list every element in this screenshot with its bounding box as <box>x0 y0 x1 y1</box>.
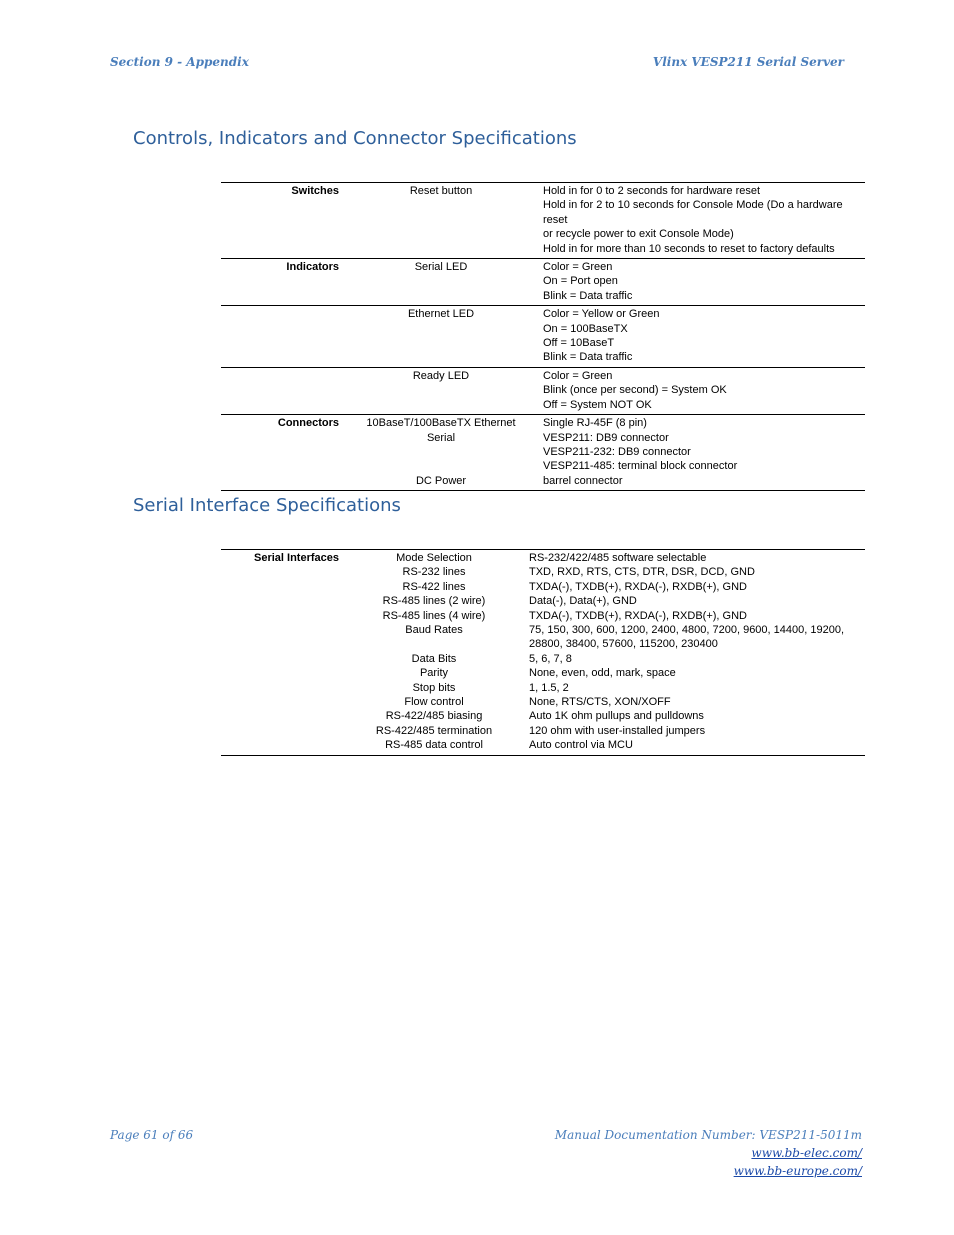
spec-item: RS-485 lines (4 wire) <box>382 609 486 622</box>
spec-item: Ready LED <box>412 369 470 382</box>
spec-desc-cell <box>529 580 865 594</box>
spec-desc: Blink = Data traffic <box>543 351 633 364</box>
spec-row <box>221 415 865 491</box>
spec-item: RS-485 data control <box>385 739 483 752</box>
spec-desc: Off = 10BaseT <box>543 337 615 350</box>
spec-item: DC Power <box>415 474 467 487</box>
spec-group-label <box>221 367 339 414</box>
spec-row <box>221 623 865 652</box>
controls-spec-table <box>221 182 865 491</box>
serial-spec-table <box>221 549 865 756</box>
spec-row <box>221 259 865 306</box>
spec-desc: VESP211-485: terminal block connector <box>543 460 738 473</box>
spec-row <box>221 306 865 368</box>
spec-row <box>221 738 865 755</box>
spec-item: Serial <box>426 431 456 444</box>
spec-desc-cell <box>529 709 865 723</box>
spec-desc-cell <box>543 415 865 491</box>
spec-desc: 5, 6, 7, 8 <box>529 652 572 665</box>
spec-desc-cell <box>529 738 865 755</box>
spec-row <box>221 695 865 709</box>
spec-desc-cell <box>529 652 865 666</box>
spec-item: Flow control <box>404 696 464 709</box>
spec-group-empty <box>221 709 339 723</box>
spec-desc: VESP211: DB9 connector <box>543 431 669 444</box>
spec-group-empty <box>221 594 339 608</box>
spec-desc: or recycle power to exit Console Mode) <box>543 228 734 241</box>
spec-group-label: Connectors <box>221 415 339 491</box>
spec-row <box>221 724 865 738</box>
bb-europe-link[interactable]: www.bb-europe.com/ <box>733 1164 862 1178</box>
footer-page-number: Page 61 of 66 <box>110 1128 194 1142</box>
spec-desc-cell <box>529 609 865 623</box>
spec-row <box>221 367 865 414</box>
spec-item-cell <box>339 306 543 368</box>
spec-desc-cell <box>529 695 865 709</box>
spec-item: RS-485 lines (2 wire) <box>382 595 486 608</box>
spec-desc: On = 100BaseTX <box>543 322 628 335</box>
spec-item: Mode Selection <box>396 552 472 564</box>
spec-item: Baud Rates <box>405 624 463 637</box>
spec-row <box>221 565 865 579</box>
spec-desc: None, even, odd, mark, space <box>529 667 676 680</box>
spec-group-empty <box>221 681 339 695</box>
spec-desc: Hold in for 0 to 2 seconds for hardware reset <box>543 185 761 197</box>
spec-item: Reset button <box>409 185 473 197</box>
bb-elec-link[interactable]: www.bb-elec.com/ <box>751 1146 862 1160</box>
spec-desc: Color = Green <box>543 369 613 382</box>
spec-item: RS-422/485 termination <box>375 724 493 737</box>
spec-desc-cell <box>543 306 865 368</box>
spec-desc: Hold in for 2 to 10 seconds for Console Mode (Do a hardware reset <box>543 199 843 226</box>
spec-desc: Blink (once per second) = System OK <box>543 384 727 397</box>
spec-item-cell <box>339 415 543 491</box>
spec-desc: TXDA(-), TXDB(+), RXDA(-), RXDB(+), GND <box>529 609 747 622</box>
spec-desc: On = Port open <box>543 275 618 288</box>
spec-desc: 75, 150, 300, 600, 1200, 2400, 4800, 7200, 9600, 14400, 19200, <box>529 624 845 637</box>
spec-item <box>339 445 543 459</box>
spec-item: Parity <box>419 667 449 680</box>
spec-desc: 28800, 38400, 57600, 115200, 230400 <box>529 638 718 651</box>
spec-row <box>221 594 865 608</box>
spec-item: Data Bits <box>411 652 457 665</box>
spec-item: 10BaseT/100BaseTX Ethernet <box>366 417 516 430</box>
footer-manual-number: Manual Documentation Number: VESP211-5011m <box>554 1128 862 1142</box>
spec-desc: Color = Yellow or Green <box>543 308 660 321</box>
spec-item: RS-422 lines <box>402 580 466 593</box>
spec-desc: VESP211-232: DB9 connector <box>543 445 691 458</box>
spec-group-empty <box>221 623 339 652</box>
spec-item <box>339 459 543 473</box>
spec-desc: Auto control via MCU <box>529 739 633 752</box>
spec-desc: 120 ohm with user-installed jumpers <box>529 724 706 737</box>
spec-group-empty <box>221 738 339 755</box>
spec-desc: TXDA(-), TXDB(+), RXDA(-), RXDB(+), GND <box>529 580 747 593</box>
spec-desc-cell <box>543 259 865 306</box>
spec-group-empty <box>221 652 339 666</box>
spec-group-empty <box>221 609 339 623</box>
spec-item: RS-422/485 biasing <box>385 710 483 723</box>
serial-heading: Serial Interface Specifications <box>133 495 401 516</box>
spec-row <box>221 609 865 623</box>
spec-group-empty <box>221 580 339 594</box>
spec-item: RS-232 lines <box>402 566 466 579</box>
header-section: Section 9 - Appendix <box>110 55 249 69</box>
spec-desc: RS-232/422/485 software selectable <box>529 552 707 564</box>
spec-desc-cell <box>543 367 865 414</box>
spec-group-empty <box>221 565 339 579</box>
spec-desc-cell <box>529 565 865 579</box>
spec-desc-cell <box>529 681 865 695</box>
spec-row <box>221 183 865 259</box>
spec-desc: Hold in for more than 10 seconds to reset to factory defaults <box>543 242 835 255</box>
controls-heading: Controls, Indicators and Connector Specifications <box>133 128 577 149</box>
spec-item: Serial LED <box>414 261 468 274</box>
spec-group-empty <box>221 695 339 709</box>
spec-desc: TXD, RXD, RTS, CTS, DTR, DSR, DCD, GND <box>529 566 755 579</box>
spec-item: Stop bits <box>412 681 456 694</box>
spec-desc-cell <box>529 550 865 566</box>
spec-desc: Single RJ-45F (8 pin) <box>543 417 647 430</box>
spec-item: Ethernet LED <box>407 308 475 321</box>
spec-desc: Off = System NOT OK <box>543 398 652 411</box>
spec-row <box>221 550 865 566</box>
spec-desc: Color = Green <box>543 261 613 274</box>
spec-desc: 1, 1.5, 2 <box>529 681 569 694</box>
header-product: Vlinx VESP211 Serial Server <box>652 55 844 69</box>
spec-desc-cell <box>529 724 865 738</box>
spec-group-label: Switches <box>291 185 339 197</box>
spec-desc: Data(-), Data(+), GND <box>529 595 637 608</box>
spec-row <box>221 652 865 666</box>
spec-item-cell <box>339 367 543 414</box>
spec-desc-cell <box>543 183 865 259</box>
spec-row <box>221 580 865 594</box>
spec-desc: Blink = Data traffic <box>543 289 633 302</box>
spec-item-cell <box>339 259 543 306</box>
spec-group-label <box>221 306 339 368</box>
spec-desc-cell <box>529 623 865 652</box>
spec-item-cell <box>339 183 543 259</box>
spec-row <box>221 666 865 680</box>
spec-desc-cell <box>529 594 865 608</box>
spec-desc: barrel connector <box>543 474 623 487</box>
spec-desc: Auto 1K ohm pullups and pulldowns <box>529 710 704 723</box>
spec-row <box>221 709 865 723</box>
spec-desc-cell <box>529 666 865 680</box>
spec-group-label: Indicators <box>221 259 339 306</box>
spec-group-label: Serial Interfaces <box>254 552 339 564</box>
spec-row <box>221 681 865 695</box>
spec-group-empty <box>221 666 339 680</box>
spec-desc: None, RTS/CTS, XON/XOFF <box>529 696 671 709</box>
spec-group-empty <box>221 724 339 738</box>
